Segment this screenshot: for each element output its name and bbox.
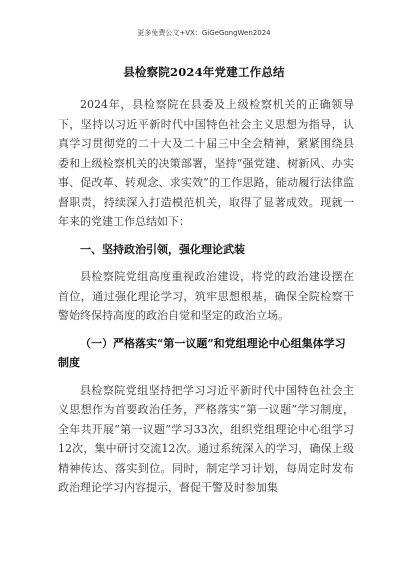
subsection-heading-1: （一）严格落实“第一议题”和党组理论中心组集体学习制度: [58, 336, 346, 369]
intro-paragraph: 2024年，县检察院在县委及上级检察机关的正确领导下，坚持以习近平新时代中国特色社会主义思想为指导，认真学习贯彻党的二十大及二十届三中全会精神，紧紧围绕县委和上级检察机关的决策部署，坚持“强党建、树新风、办实事、促改革、转观念、求实效”的工作思路，能动履行法律监督职责，持续深入打造模范机关，取得了显著成效。现就一年来的党建工作总结如下：: [58, 98, 354, 228]
section-heading-1: 一、坚持政治引领，强化理论武装: [80, 242, 245, 256]
document-title: 县检察院2024年党建工作总结: [123, 65, 285, 79]
subsection-paragraph-1: 县检察院党组坚持把学习习近平新时代中国特色社会主义思想作为首要政治任务，严格落实“第一议题”学习制度，全年共开展“第一议题”学习33次，组织党组理论中心组学习12次，集中研讨交流12次。通过系统深入的学习，确保上级精神传达、落实到位。同时，制定学习计划，每周定时发布政治理论学习内容提示，督促干警及时参加集: [58, 383, 354, 494]
document-body: [58, 95, 354, 498]
header-note: 更多免费公文+VX：GiGeGongWen2024: [137, 29, 271, 37]
section-paragraph-1: 县检察院党组高度重视政治建设，将党的政治建设摆在首位，通过强化理论学习，筑牢思想根基，确保全院检察干警始终保持高度的政治自觉和坚定的政治立场。: [58, 270, 354, 322]
